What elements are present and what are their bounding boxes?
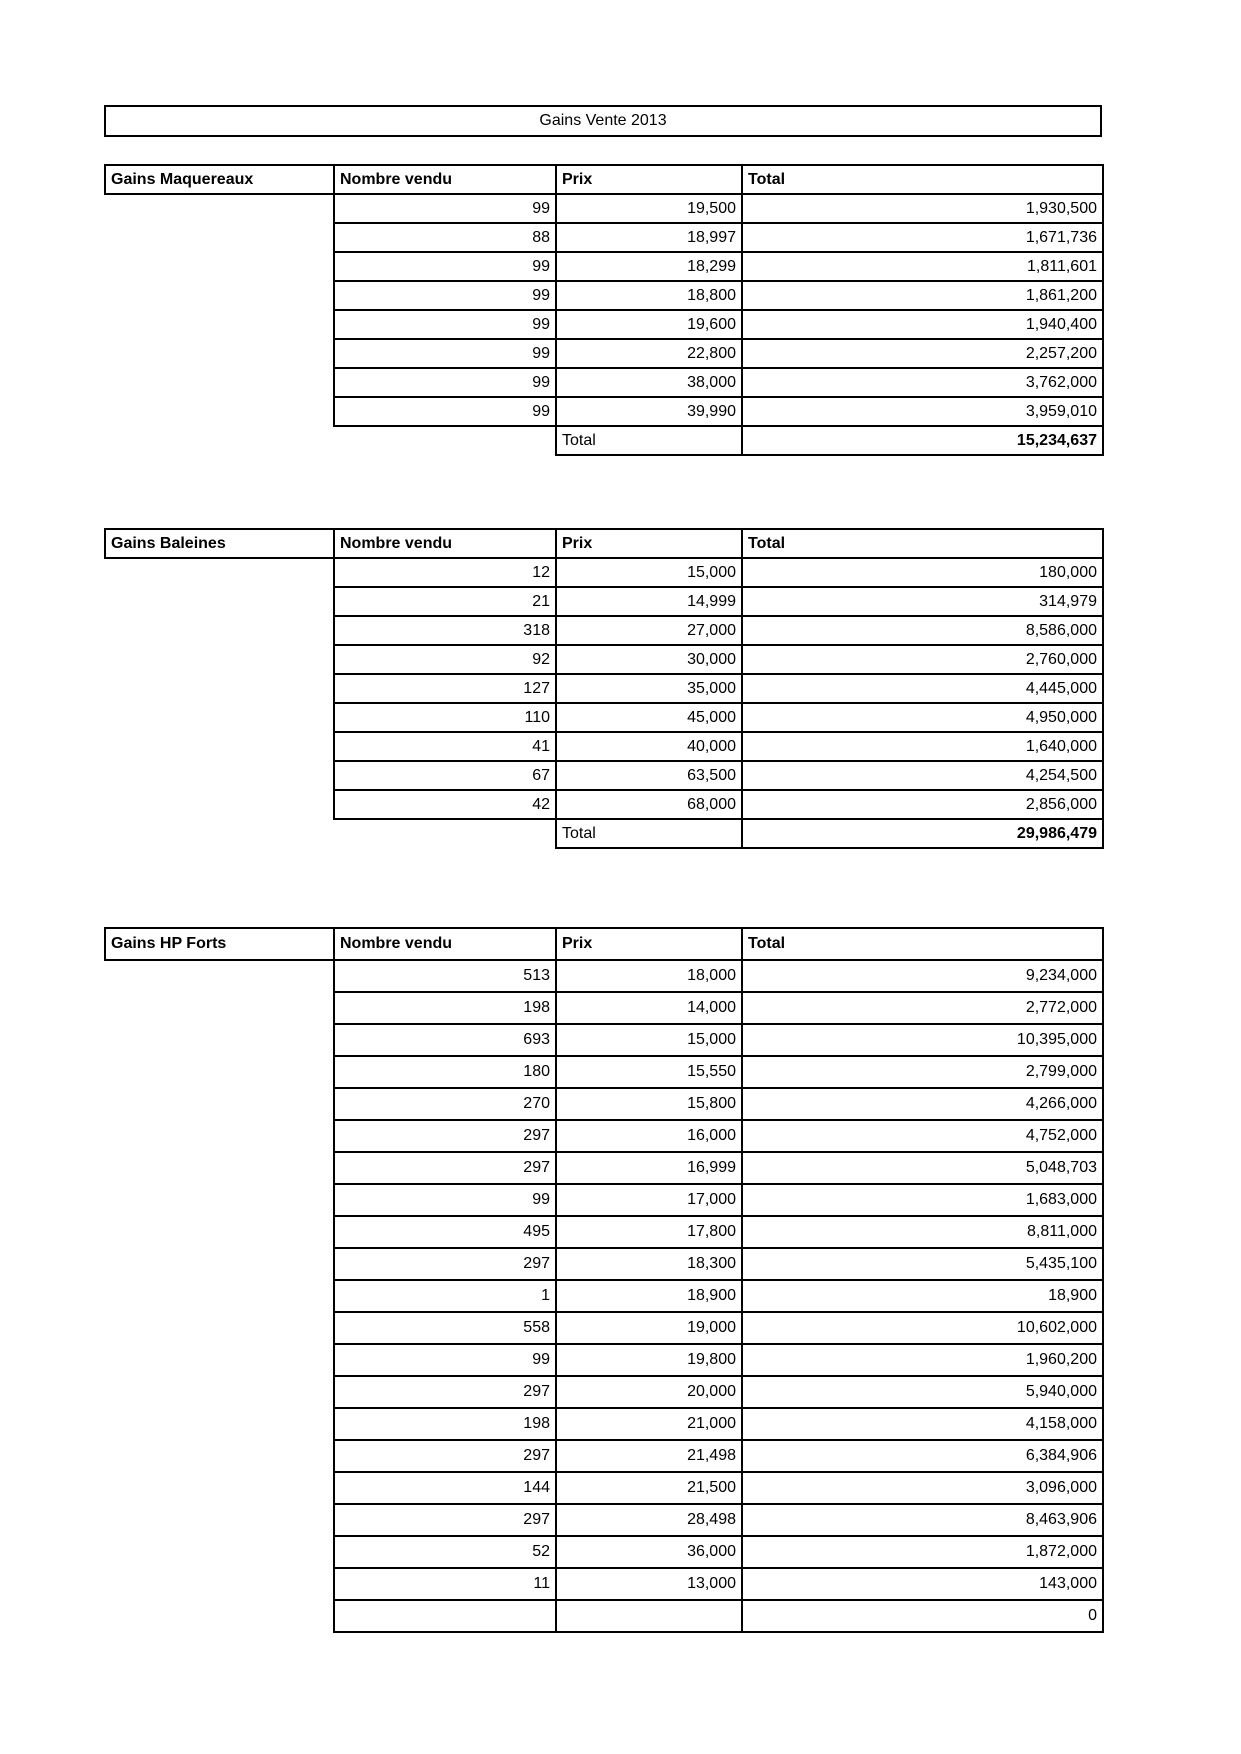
grand-total-label-cell: Total: [556, 819, 742, 848]
spacer-cell: [105, 1536, 334, 1568]
spacer-cell: [105, 426, 334, 455]
price-cell: 15,000: [556, 1024, 742, 1056]
total-cell: 5,940,000: [742, 1376, 1103, 1408]
table-row: [105, 1568, 1103, 1600]
total-cell: 8,586,000: [742, 616, 1103, 645]
spacer-cell: [105, 674, 334, 703]
total-cell: 18,900: [742, 1280, 1103, 1312]
qty-cell: 99: [334, 310, 556, 339]
qty-cell: 693: [334, 1024, 556, 1056]
qty-cell: 318: [334, 616, 556, 645]
total-cell: 6,384,906: [742, 1440, 1103, 1472]
table-row: [105, 558, 1103, 587]
total-cell: 4,950,000: [742, 703, 1103, 732]
qty-cell: [334, 1600, 556, 1632]
qty-cell: 297: [334, 1440, 556, 1472]
grand-total-row: [105, 426, 1103, 455]
table-row: [105, 1600, 1103, 1632]
spacer-cell: [105, 761, 334, 790]
table-row: [105, 645, 1103, 674]
price-cell: 45,000: [556, 703, 742, 732]
spacer-cell: [105, 819, 334, 848]
qty-cell: 495: [334, 1216, 556, 1248]
qty-cell: 99: [334, 339, 556, 368]
spacer-cell: [105, 1024, 334, 1056]
qty-cell: 21: [334, 587, 556, 616]
qty-cell: 52: [334, 1536, 556, 1568]
price-cell: 30,000: [556, 645, 742, 674]
spacer-cell: [105, 1120, 334, 1152]
price-cell: 18,299: [556, 252, 742, 281]
total-cell: 1,861,200: [742, 281, 1103, 310]
total-cell: 8,811,000: [742, 1216, 1103, 1248]
qty-cell: 297: [334, 1248, 556, 1280]
price-cell: [556, 1600, 742, 1632]
spacer-cell: [105, 1504, 334, 1536]
spacer-cell: [334, 426, 556, 455]
spacer-cell: [105, 960, 334, 992]
qty-cell: 127: [334, 674, 556, 703]
table-row: [105, 1376, 1103, 1408]
total-cell: 2,257,200: [742, 339, 1103, 368]
total-cell: 1,640,000: [742, 732, 1103, 761]
spacer-cell: [105, 1216, 334, 1248]
qty-cell: 99: [334, 252, 556, 281]
total-cell: 314,979: [742, 587, 1103, 616]
price-cell: 40,000: [556, 732, 742, 761]
sheet-page: [104, 0, 1102, 1633]
spacer-cell: [105, 1312, 334, 1344]
table-row: [105, 960, 1103, 992]
price-cell: 15,000: [556, 558, 742, 587]
column-header-cell: Nombre vendu: [334, 529, 556, 558]
spacer-cell: [105, 1472, 334, 1504]
table-row: [105, 368, 1103, 397]
total-cell: 8,463,906: [742, 1504, 1103, 1536]
table-label-cell: Gains Maquereaux: [105, 165, 334, 194]
total-cell: 1,960,200: [742, 1344, 1103, 1376]
price-cell: 17,000: [556, 1184, 742, 1216]
table-row: [105, 1504, 1103, 1536]
price-cell: 27,000: [556, 616, 742, 645]
qty-cell: 297: [334, 1504, 556, 1536]
qty-cell: 99: [334, 368, 556, 397]
total-cell: 5,435,100: [742, 1248, 1103, 1280]
table-row: [105, 1312, 1103, 1344]
table-row: [105, 397, 1103, 426]
total-cell: 4,254,500: [742, 761, 1103, 790]
qty-cell: 92: [334, 645, 556, 674]
table-row: [105, 761, 1103, 790]
total-cell: 4,158,000: [742, 1408, 1103, 1440]
table-row: [105, 992, 1103, 1024]
table-row: [105, 339, 1103, 368]
column-header-cell: Prix: [556, 529, 742, 558]
total-cell: 9,234,000: [742, 960, 1103, 992]
price-cell: 15,550: [556, 1056, 742, 1088]
spacer-cell: [105, 616, 334, 645]
table-label-cell: Gains HP Forts: [105, 928, 334, 960]
price-cell: 35,000: [556, 674, 742, 703]
table-header-row: [105, 529, 1103, 558]
spacer-cell: [105, 1280, 334, 1312]
total-cell: 2,856,000: [742, 790, 1103, 819]
price-cell: 18,900: [556, 1280, 742, 1312]
total-cell: 1,811,601: [742, 252, 1103, 281]
column-header-cell: Nombre vendu: [334, 928, 556, 960]
qty-cell: 67: [334, 761, 556, 790]
table-row: [105, 1280, 1103, 1312]
table-header-row: [105, 928, 1103, 960]
qty-cell: 270: [334, 1088, 556, 1120]
qty-cell: 513: [334, 960, 556, 992]
column-header-cell: Total: [742, 928, 1103, 960]
qty-cell: 558: [334, 1312, 556, 1344]
price-cell: 20,000: [556, 1376, 742, 1408]
total-cell: 4,752,000: [742, 1120, 1103, 1152]
price-cell: 15,800: [556, 1088, 742, 1120]
column-header-cell: Total: [742, 165, 1103, 194]
qty-cell: 99: [334, 1184, 556, 1216]
spacer-cell: [105, 1152, 334, 1184]
total-cell: 1,671,736: [742, 223, 1103, 252]
total-cell: 0: [742, 1600, 1103, 1632]
spacer-cell: [105, 1344, 334, 1376]
table-row: [105, 1184, 1103, 1216]
table-row: [105, 703, 1103, 732]
spacer-cell: [105, 223, 334, 252]
sheet-title: Gains Vente 2013: [539, 112, 667, 129]
qty-cell: 99: [334, 194, 556, 223]
spacer-cell: [334, 819, 556, 848]
table-gains-hp-forts: [104, 927, 1104, 1633]
table-row: [105, 252, 1103, 281]
price-cell: 16,999: [556, 1152, 742, 1184]
total-cell: 143,000: [742, 1568, 1103, 1600]
qty-cell: 1: [334, 1280, 556, 1312]
spacer-cell: [105, 1248, 334, 1280]
price-cell: 22,800: [556, 339, 742, 368]
spacer-cell: [105, 339, 334, 368]
table-row: [105, 1120, 1103, 1152]
qty-cell: 42: [334, 790, 556, 819]
price-cell: 63,500: [556, 761, 742, 790]
price-cell: 14,000: [556, 992, 742, 1024]
price-cell: 38,000: [556, 368, 742, 397]
price-cell: 68,000: [556, 790, 742, 819]
price-cell: 19,600: [556, 310, 742, 339]
qty-cell: 12: [334, 558, 556, 587]
total-cell: 2,760,000: [742, 645, 1103, 674]
spacer-cell: [105, 992, 334, 1024]
spacer-cell: [105, 1376, 334, 1408]
qty-cell: 297: [334, 1120, 556, 1152]
price-cell: 18,800: [556, 281, 742, 310]
total-cell: 4,445,000: [742, 674, 1103, 703]
spacer-cell: [105, 194, 334, 223]
total-cell: 1,683,000: [742, 1184, 1103, 1216]
table-row: [105, 194, 1103, 223]
grand-total-row: [105, 819, 1103, 848]
spacer-cell: [105, 1440, 334, 1472]
table-label-cell: Gains Baleines: [105, 529, 334, 558]
table-row: [105, 1024, 1103, 1056]
table-row: [105, 1056, 1103, 1088]
total-cell: 1,872,000: [742, 1536, 1103, 1568]
grand-total-value-cell: 29,986,479: [742, 819, 1103, 848]
price-cell: 18,997: [556, 223, 742, 252]
table-row: [105, 790, 1103, 819]
qty-cell: 99: [334, 397, 556, 426]
table-row: [105, 674, 1103, 703]
table-row: [105, 587, 1103, 616]
total-cell: 2,772,000: [742, 992, 1103, 1024]
qty-cell: 110: [334, 703, 556, 732]
column-header-cell: Prix: [556, 928, 742, 960]
total-cell: 3,762,000: [742, 368, 1103, 397]
column-header-cell: Nombre vendu: [334, 165, 556, 194]
table-row: [105, 1344, 1103, 1376]
spacer-cell: [105, 703, 334, 732]
total-cell: 1,940,400: [742, 310, 1103, 339]
spacer-cell: [105, 252, 334, 281]
price-cell: 19,500: [556, 194, 742, 223]
total-cell: 180,000: [742, 558, 1103, 587]
spacer-cell: [105, 1184, 334, 1216]
grand-total-label-cell: Total: [556, 426, 742, 455]
table-header-row: [105, 165, 1103, 194]
price-cell: 28,498: [556, 1504, 742, 1536]
qty-cell: 88: [334, 223, 556, 252]
column-header-cell: Prix: [556, 165, 742, 194]
table-row: [105, 1088, 1103, 1120]
price-cell: 19,800: [556, 1344, 742, 1376]
qty-cell: 297: [334, 1152, 556, 1184]
table-row: [105, 1472, 1103, 1504]
table-row: [105, 1408, 1103, 1440]
table-row: [105, 732, 1103, 761]
qty-cell: 99: [334, 1344, 556, 1376]
table-row: [105, 1248, 1103, 1280]
table-row: [105, 1440, 1103, 1472]
price-cell: 17,800: [556, 1216, 742, 1248]
qty-cell: 41: [334, 732, 556, 761]
total-cell: 10,395,000: [742, 1024, 1103, 1056]
table-row: [105, 310, 1103, 339]
price-cell: 19,000: [556, 1312, 742, 1344]
qty-cell: 198: [334, 1408, 556, 1440]
spacer-cell: [105, 1568, 334, 1600]
table-row: [105, 223, 1103, 252]
grand-total-value-cell: 15,234,637: [742, 426, 1103, 455]
price-cell: 18,300: [556, 1248, 742, 1280]
total-cell: 3,959,010: [742, 397, 1103, 426]
spacer-cell: [105, 1408, 334, 1440]
total-cell: 10,602,000: [742, 1312, 1103, 1344]
total-cell: 2,799,000: [742, 1056, 1103, 1088]
table-row: [105, 1216, 1103, 1248]
sheet-title-box: [104, 105, 1102, 137]
qty-cell: 99: [334, 281, 556, 310]
spacer-cell: [105, 1056, 334, 1088]
total-cell: 5,048,703: [742, 1152, 1103, 1184]
qty-cell: 144: [334, 1472, 556, 1504]
price-cell: 18,000: [556, 960, 742, 992]
spacer-cell: [105, 1088, 334, 1120]
spacer-cell: [105, 732, 334, 761]
qty-cell: 180: [334, 1056, 556, 1088]
column-header-cell: Total: [742, 529, 1103, 558]
spacer-cell: [105, 281, 334, 310]
spacer-cell: [105, 368, 334, 397]
price-cell: 21,500: [556, 1472, 742, 1504]
table-row: [105, 1152, 1103, 1184]
price-cell: 36,000: [556, 1536, 742, 1568]
price-cell: 14,999: [556, 587, 742, 616]
spacer-cell: [105, 645, 334, 674]
price-cell: 39,990: [556, 397, 742, 426]
table-row: [105, 281, 1103, 310]
table-row: [105, 616, 1103, 645]
spacer-cell: [105, 790, 334, 819]
price-cell: 16,000: [556, 1120, 742, 1152]
spacer-cell: [105, 397, 334, 426]
price-cell: 13,000: [556, 1568, 742, 1600]
total-cell: 1,930,500: [742, 194, 1103, 223]
spacer-cell: [105, 558, 334, 587]
price-cell: 21,498: [556, 1440, 742, 1472]
qty-cell: 297: [334, 1376, 556, 1408]
table-gains-baleines: [104, 528, 1104, 849]
table-row: [105, 1536, 1103, 1568]
spacer-cell: [105, 310, 334, 339]
spacer-cell: [105, 1600, 334, 1632]
spacer-cell: [105, 587, 334, 616]
qty-cell: 11: [334, 1568, 556, 1600]
table-gains-maquereaux: [104, 164, 1104, 456]
price-cell: 21,000: [556, 1408, 742, 1440]
total-cell: 4,266,000: [742, 1088, 1103, 1120]
qty-cell: 198: [334, 992, 556, 1024]
total-cell: 3,096,000: [742, 1472, 1103, 1504]
